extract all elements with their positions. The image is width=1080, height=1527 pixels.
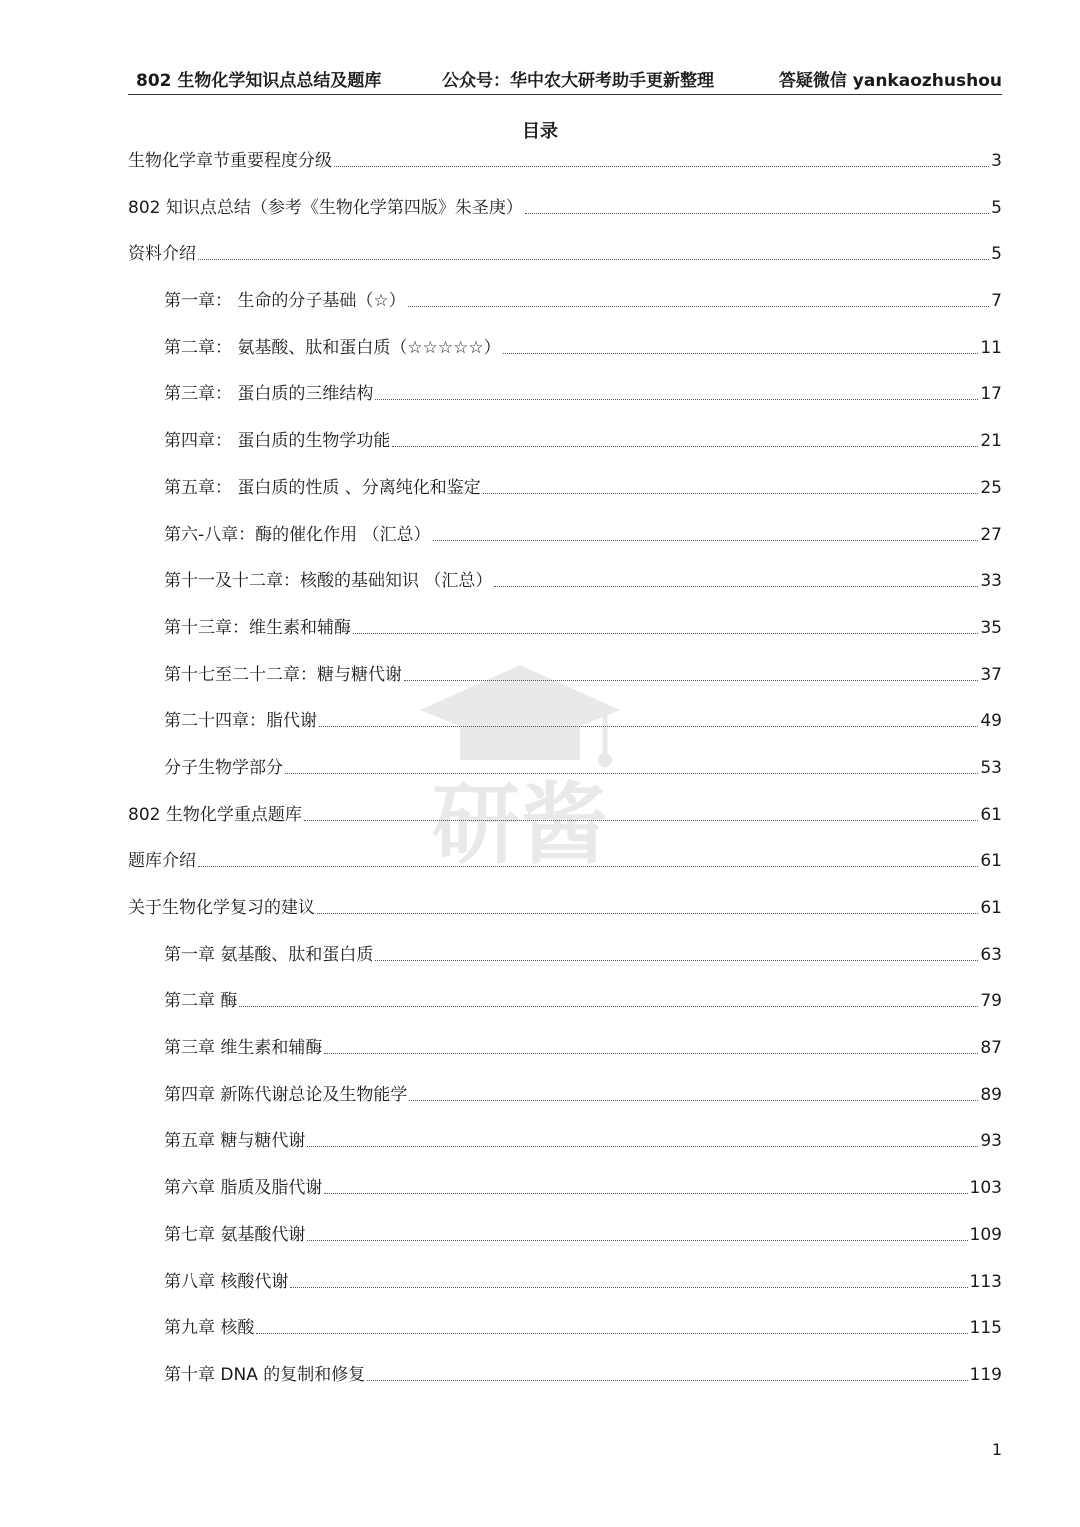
toc-entry-label[interactable]: 生物化学章节重要程度分级: [128, 151, 332, 171]
toc-entry[interactable]: [128, 335, 1002, 382]
toc-entry-page[interactable]: 61: [980, 804, 1002, 825]
toc-entry-label[interactable]: 第二十四章：脂代谢: [164, 711, 317, 732]
toc-entry[interactable]: [128, 1362, 1002, 1409]
watermark-text: 研酱: [431, 773, 609, 876]
toc-entry[interactable]: [128, 942, 1002, 989]
toc-dot-leader: [317, 895, 978, 914]
toc-entry-label[interactable]: 第五章 糖与糖代谢: [164, 1131, 306, 1152]
toc-entry-label[interactable]: 分子生物学部分: [164, 757, 283, 778]
toc-entry-label[interactable]: 第四章 新陈代谢总论及生物能学: [164, 1084, 408, 1105]
toc-entry-page[interactable]: 115: [969, 1318, 1002, 1339]
toc-dot-leader: [239, 988, 978, 1007]
toc-entry-label[interactable]: 第十一及十二章：核酸的基础知识 （汇总）: [164, 571, 493, 592]
toc-entry-label[interactable]: 802 知识点总结（参考《生物化学第四版》朱圣庚）: [128, 197, 523, 218]
toc-entry[interactable]: [128, 475, 1002, 522]
toc-entry-page[interactable]: 93: [980, 1131, 1002, 1152]
toc-entry-page[interactable]: 11: [980, 337, 1002, 358]
toc-dot-leader: [198, 241, 989, 260]
toc-entry-label[interactable]: 第二章： 氨基酸、肽和蛋白质（☆☆☆☆☆）: [164, 337, 501, 358]
toc-entry-page[interactable]: 35: [980, 617, 1002, 638]
toc-dot-leader: [324, 1175, 967, 1194]
toc-dot-leader: [433, 522, 979, 541]
toc-entry-label[interactable]: 802 生物化学重点题库: [128, 804, 302, 825]
toc-dot-leader: [307, 1128, 978, 1147]
toc-entry-label[interactable]: 第一章 氨基酸、肽和蛋白质: [164, 944, 374, 965]
toc-entry-page[interactable]: 89: [980, 1084, 1002, 1105]
toc-entry-page[interactable]: 87: [980, 1038, 1002, 1059]
toc-entry-label[interactable]: 第八章 核酸代谢: [164, 1271, 289, 1292]
toc-entry-page[interactable]: 3: [991, 151, 1002, 171]
toc-entry-page[interactable]: 53: [980, 757, 1002, 778]
toc-entry-label[interactable]: 题库介绍: [128, 851, 196, 872]
toc-entry-label[interactable]: 资料介绍: [128, 244, 196, 265]
header-contact-wechat: 答疑微信 yankaozhushou: [778, 71, 1002, 91]
toc-entry-page[interactable]: 61: [980, 851, 1002, 872]
toc-entry[interactable]: [128, 568, 1002, 615]
toc-entry[interactable]: [128, 1222, 1002, 1269]
toc-entry-label[interactable]: 第六-八章：酶的催化作用 （汇总）: [164, 524, 431, 545]
watermark-logo: [400, 640, 640, 880]
toc-entry-label[interactable]: 第三章 维生素和辅酶: [164, 1038, 323, 1059]
toc-entry-page[interactable]: 49: [980, 711, 1002, 732]
toc-dot-leader: [367, 1362, 967, 1381]
toc-entry-label[interactable]: 第十章 DNA 的复制和修复: [164, 1364, 366, 1385]
toc-entry[interactable]: [128, 195, 1002, 242]
toc-entry-label[interactable]: 第九章 核酸: [164, 1318, 255, 1339]
toc-dot-leader: [408, 288, 990, 307]
toc-entry[interactable]: [128, 288, 1002, 335]
toc-entry-page[interactable]: 61: [980, 898, 1002, 918]
toc-entry[interactable]: [128, 1128, 1002, 1175]
toc-entry-page[interactable]: 17: [980, 384, 1002, 405]
toc-entry[interactable]: [128, 988, 1002, 1035]
toc-entry-label[interactable]: 第六章 脂质及脂代谢: [164, 1178, 323, 1199]
toc-entry[interactable]: [128, 381, 1002, 428]
toc-entry-label[interactable]: 关于生物化学复习的建议: [128, 898, 315, 918]
toc-dot-leader: [324, 1035, 978, 1054]
toc-dot-leader: [307, 1222, 967, 1241]
toc-dot-leader: [334, 148, 989, 167]
toc-entry-label[interactable]: 第五章： 蛋白质的性质 、分离纯化和鉴定: [164, 477, 481, 498]
toc-dot-leader: [290, 1269, 967, 1288]
toc-dot-leader: [256, 1315, 967, 1334]
toc-entry[interactable]: [128, 1175, 1002, 1222]
toc-entry-page[interactable]: 63: [980, 944, 1002, 965]
toc-entry-label[interactable]: 第一章： 生命的分子基础（☆）: [164, 291, 406, 312]
page-header: [128, 64, 1002, 95]
page-number: 1: [991, 1440, 1002, 1459]
toc-entry-page[interactable]: 5: [991, 244, 1002, 265]
toc-entry[interactable]: [128, 1315, 1002, 1362]
toc-title: 目录: [522, 121, 558, 142]
toc-entry-label[interactable]: 第三章： 蛋白质的三维结构: [164, 384, 374, 405]
toc-dot-leader: [503, 335, 979, 354]
toc-entry[interactable]: [128, 241, 1002, 288]
toc-entry-label[interactable]: 第十三章：维生素和辅酶: [164, 617, 351, 638]
toc-entry-page[interactable]: 103: [969, 1178, 1002, 1199]
toc-entry[interactable]: [128, 522, 1002, 569]
toc-entry-label[interactable]: 第四章： 蛋白质的生物学功能: [164, 431, 391, 452]
toc-dot-leader: [494, 568, 978, 587]
toc-entry-label[interactable]: 第七章 氨基酸代谢: [164, 1224, 306, 1245]
graduation-cap-icon: [420, 665, 620, 767]
toc-entry[interactable]: [128, 148, 1002, 195]
toc-entry-label[interactable]: 第十七至二十二章：糖与糖代谢: [164, 664, 402, 685]
toc-entry-page[interactable]: 113: [969, 1271, 1002, 1292]
toc-entry[interactable]: [128, 1269, 1002, 1316]
toc-entry-page[interactable]: 21: [980, 431, 1002, 452]
toc-entry[interactable]: [128, 895, 1002, 942]
toc-dot-leader: [409, 1082, 978, 1101]
toc-dot-leader: [392, 428, 978, 447]
toc-dot-leader: [483, 475, 979, 494]
toc-entry-label[interactable]: 第二章 酶: [164, 991, 238, 1012]
header-document-title: 802 生物化学知识点总结及题库: [136, 71, 382, 91]
toc-dot-leader: [375, 381, 978, 400]
toc-dot-leader: [353, 615, 978, 634]
toc-dot-leader: [525, 195, 989, 214]
toc-dot-leader: [375, 942, 978, 961]
toc-entry-page[interactable]: 5: [991, 197, 1002, 218]
toc-entry-page[interactable]: 25: [980, 477, 1002, 498]
toc-entry-page[interactable]: 33: [980, 571, 1002, 592]
toc-entry-page[interactable]: 7: [991, 291, 1002, 312]
toc-entry-page[interactable]: 37: [980, 664, 1002, 685]
header-public-account: 公众号：华中农大研考助手更新整理: [442, 71, 714, 91]
toc-entry-page[interactable]: 27: [980, 524, 1002, 545]
toc-entry[interactable]: [128, 1082, 1002, 1129]
toc-entry-page[interactable]: 109: [969, 1224, 1002, 1245]
toc-entry[interactable]: [128, 428, 1002, 475]
toc-entry[interactable]: [128, 1035, 1002, 1082]
toc-entry-page[interactable]: 79: [980, 991, 1002, 1012]
toc-entry-page[interactable]: 119: [969, 1364, 1002, 1385]
